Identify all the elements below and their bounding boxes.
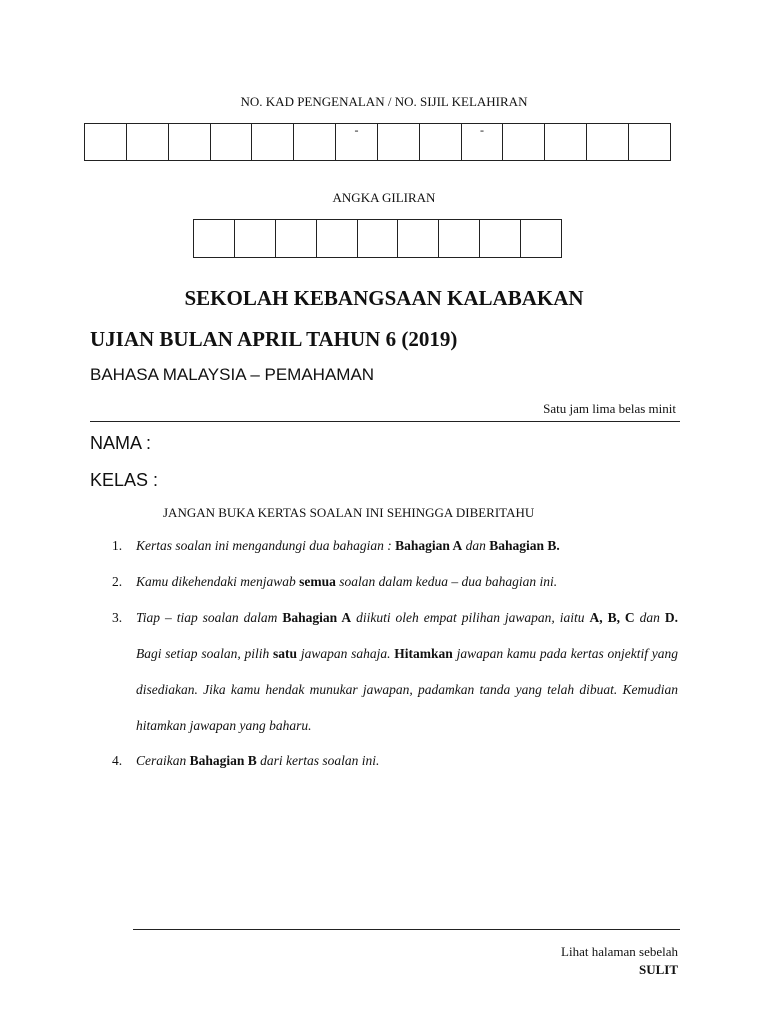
footer-divider	[133, 929, 680, 930]
ic-boxes-cell[interactable]	[420, 124, 462, 160]
instruction-emphasis: Bahagian A	[282, 610, 352, 625]
header-divider	[90, 421, 680, 422]
instruction-fragment: Ceraikan	[136, 753, 190, 768]
instruction-fragment: Bagi setiap soalan, pilih	[136, 646, 274, 661]
ic-boxes-cell[interactable]	[336, 124, 378, 160]
ic-boxes-cell[interactable]	[127, 124, 169, 160]
instruction-fragment: jawapan sahaja.	[297, 646, 395, 661]
instruction-fragment: jawapan kamu pada kertas onjektif yang disediakan. Jika kamu hendak munukar jawapan, padamkan tanda yang telah dibuat. Kemudian hitamkan jawapan yang baharu.	[136, 646, 678, 733]
instruction-text	[136, 528, 678, 564]
instruction-number: 4.	[112, 753, 123, 768]
footer-sulit: SULIT	[638, 962, 678, 977]
ic-boxes-cell[interactable]	[462, 124, 504, 160]
ic-boxes-cell[interactable]	[211, 124, 253, 160]
instruction-number: 1.	[112, 538, 123, 553]
angka-boxes-cell[interactable]	[194, 220, 235, 257]
instruction-text	[136, 564, 678, 600]
instruction-emphasis: A, B, C	[589, 610, 635, 625]
instruction-emphasis: satu	[273, 646, 298, 661]
ic-boxes-cell[interactable]	[503, 124, 545, 160]
ic-boxes-cell[interactable]	[545, 124, 587, 160]
nama-field[interactable]: NAMA :	[90, 433, 152, 453]
instruction-fragment: Kamu dikehendaki menjawab	[136, 574, 300, 589]
angka-boxes-cell[interactable]	[439, 220, 480, 257]
instruction-emphasis: Bahagian A	[395, 538, 463, 553]
instruction-fragment: soalan dalam kedua – dua bahagian ini.	[335, 574, 558, 589]
duration: Satu jam lima belas minit	[543, 401, 676, 416]
instruction-fragment: Tiap – tiap soalan dalam	[136, 610, 283, 625]
ic-number-boxes[interactable]	[84, 123, 671, 161]
instruction-item	[112, 600, 678, 744]
angka-boxes-cell[interactable]	[398, 220, 439, 257]
footer-next-page: Lihat halaman sebelah	[561, 944, 678, 959]
ic-boxes-cell[interactable]	[294, 124, 336, 160]
instruction-text	[136, 600, 678, 744]
ic-boxes-cell[interactable]	[85, 124, 127, 160]
ic-boxes-cell[interactable]	[378, 124, 420, 160]
instruction-fragment: dan	[634, 610, 665, 625]
instruction-emphasis: semua	[299, 574, 336, 589]
ic-boxes-cell[interactable]	[587, 124, 629, 160]
angka-boxes-cell[interactable]	[480, 220, 521, 257]
instruction-text	[136, 743, 678, 779]
instruction-item	[112, 743, 678, 779]
angka-boxes-cell[interactable]	[235, 220, 276, 257]
angka-giliran-boxes[interactable]	[193, 219, 562, 258]
angka-boxes-cell[interactable]	[317, 220, 358, 257]
instruction-number: 3.	[112, 610, 123, 625]
ic-label: NO. KAD PENGENALAN / NO. SIJIL KELAHIRAN	[240, 94, 528, 109]
instruction-fragment: Kertas soalan ini mengandungi dua bahagian :	[136, 538, 396, 553]
ic-boxes-cell[interactable]	[169, 124, 211, 160]
instruction-fragment: diikuti oleh empat pilihan jawapan, iaitu	[351, 610, 590, 625]
ic-boxes-cell[interactable]	[629, 124, 671, 160]
school-name: SEKOLAH KEBANGSAAN KALABAKAN	[184, 286, 584, 310]
angka-boxes-cell[interactable]	[521, 220, 562, 257]
separator-dash: -	[354, 123, 359, 137]
instruction-item	[112, 528, 678, 564]
angka-boxes-cell[interactable]	[358, 220, 399, 257]
ic-boxes-cell[interactable]	[252, 124, 294, 160]
instruction-emphasis: Hitamkan	[394, 646, 453, 661]
instruction-number: 2.	[112, 574, 123, 589]
instruction-emphasis: Bahagian B.	[489, 538, 560, 553]
separator-dash: -	[480, 123, 485, 137]
instruction-item	[112, 564, 678, 600]
warning-text: JANGAN BUKA KERTAS SOALAN INI SEHINGGA DIBERITAHU	[163, 505, 535, 520]
angka-giliran-label: ANGKA GILIRAN	[332, 190, 436, 205]
instruction-fragment: dan	[462, 538, 490, 553]
subject-title: BAHASA MALAYSIA – PEMAHAMAN	[90, 365, 375, 384]
angka-boxes-cell[interactable]	[276, 220, 317, 257]
exam-title: UJIAN BULAN APRIL TAHUN 6 (2019)	[90, 327, 458, 351]
kelas-field[interactable]: KELAS :	[90, 470, 159, 490]
instruction-fragment: dari kertas soalan ini.	[256, 753, 380, 768]
instruction-emphasis: Bahagian B	[189, 753, 257, 768]
instruction-emphasis: D.	[664, 610, 678, 625]
